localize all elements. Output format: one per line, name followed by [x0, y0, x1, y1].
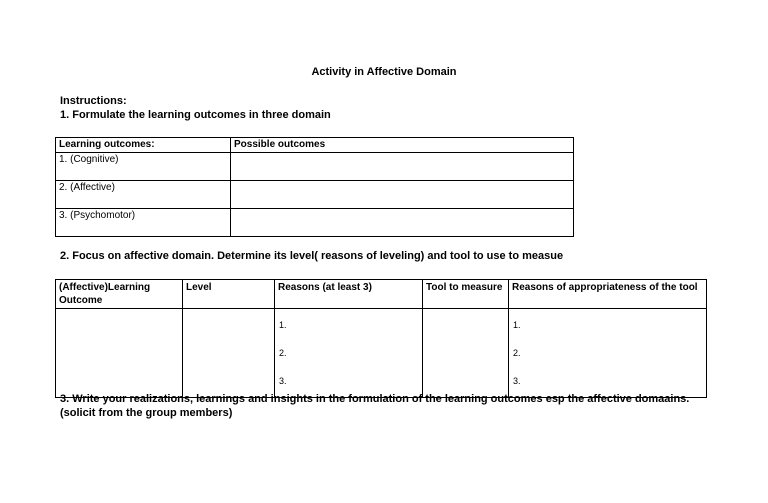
- tool-reason-number-2: 2.: [513, 348, 521, 358]
- cell-possible-outcome[interactable]: [231, 153, 574, 181]
- cell-affective-outcome[interactable]: [56, 309, 183, 398]
- header-tool-reasons: Reasons of appropriateness of the tool: [509, 280, 707, 309]
- document-title: Activity in Affective Domain: [311, 66, 457, 78]
- tool-reason-number-1: 1.: [513, 320, 521, 330]
- reason-number-3: 3.: [279, 376, 287, 386]
- cell-tool[interactable]: [423, 309, 509, 398]
- row-label-affective: 2. (Affective): [56, 181, 231, 209]
- table-header-row: [56, 280, 707, 309]
- table-header-row: [56, 138, 574, 153]
- cell-possible-outcome[interactable]: [231, 209, 574, 237]
- cell-possible-outcome[interactable]: [231, 181, 574, 209]
- cell-reasons[interactable]: [275, 309, 423, 398]
- header-level: Level: [183, 280, 275, 309]
- cell-level[interactable]: [183, 309, 275, 398]
- instructions: [60, 94, 331, 122]
- instructions-label: Instructions:: [60, 95, 127, 107]
- row-label-cognitive: 1. (Cognitive): [56, 153, 231, 181]
- reason-number-1: 1.: [279, 320, 287, 330]
- table-row: [56, 309, 707, 398]
- header-possible-outcomes: Possible outcomes: [231, 138, 574, 153]
- header-tool: Tool to measure: [423, 280, 509, 309]
- table-row: [56, 153, 574, 181]
- cell-tool-reasons[interactable]: [509, 309, 707, 398]
- table-row: [56, 209, 574, 237]
- header-learning-outcomes: Learning outcomes:: [56, 138, 231, 153]
- table-row: [56, 181, 574, 209]
- header-affective-outcome: (Affective)Learning Outcome: [56, 280, 183, 309]
- instruction-item-3: 3. Write your realizations, learnings and insights in the formulation of the learning outcomes esp the affective domaains. (solicit from the group members): [60, 393, 690, 419]
- learning-outcomes-table: [55, 137, 574, 237]
- instruction-item-1: 1. Formulate the learning outcomes in three domain: [60, 109, 331, 121]
- row-label-psychomotor: 3. (Psychomotor): [56, 209, 231, 237]
- header-reasons: Reasons (at least 3): [275, 280, 423, 309]
- instruction-item-2: 2. Focus on affective domain. Determine its level( reasons of leveling) and tool to use to measue: [60, 250, 564, 262]
- reason-number-2: 2.: [279, 348, 287, 358]
- tool-reason-number-3: 3.: [513, 376, 521, 386]
- affective-domain-table: [55, 279, 707, 398]
